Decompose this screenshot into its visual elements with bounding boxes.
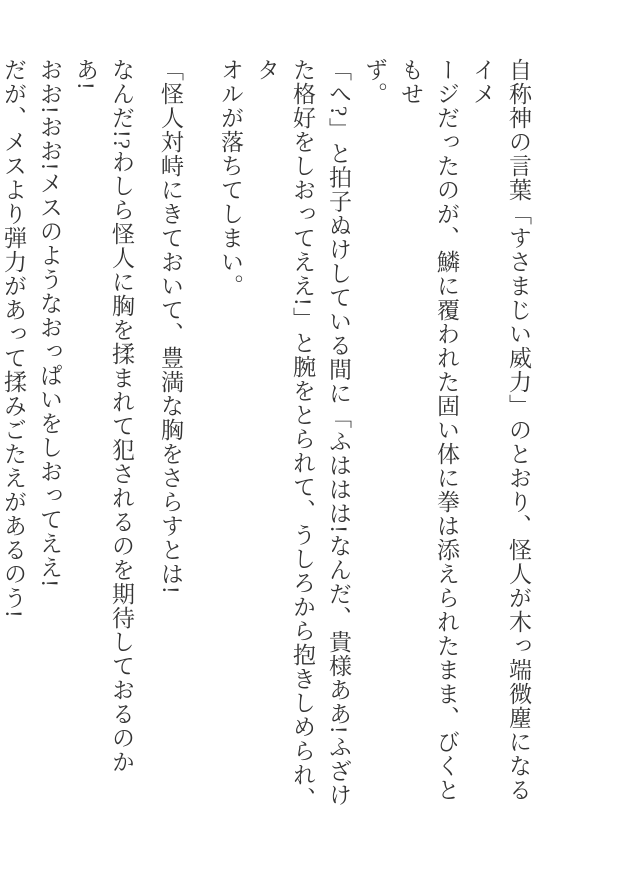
text-line: た格好をしおってええ!」と腕をとられて、うしろから抱きしめられ、タ [254, 58, 315, 811]
text-line: 「へ?」と拍子ぬけしている間に「ふははは!なんだ、貴様ああ!ふざけ [326, 58, 351, 807]
text-line: ず。 [362, 58, 387, 106]
text-line: 「怪人対峙にきておいて、豊満な胸をさらすとは! [158, 58, 183, 595]
paragraph [356, 58, 536, 820]
text-line: だが、メスより弾力があって揉みごたえがあるのう! [1, 58, 26, 619]
text-line: 自称神の言葉「すさまじい威力」のとおり、怪人が木っ端微塵になるイメ [470, 58, 531, 802]
text-line: なんだ!?わしら怪人に胸を揉まれて犯されるのを期待しておるのか [109, 58, 134, 774]
vertical-text-content [0, 58, 536, 820]
text-line: あ! [73, 58, 98, 91]
paragraph [212, 58, 356, 820]
paragraph [0, 58, 139, 820]
text-line: ージだったのが、鱗に覆われた固い体に拳は添えられたまま、びくともせ [398, 58, 459, 802]
text-line: オルが落ちてしまい。 [218, 58, 243, 298]
text-line: おお!おお!メスのようなおっぱいをしおってええ! [37, 58, 62, 588]
paragraph [152, 58, 188, 820]
